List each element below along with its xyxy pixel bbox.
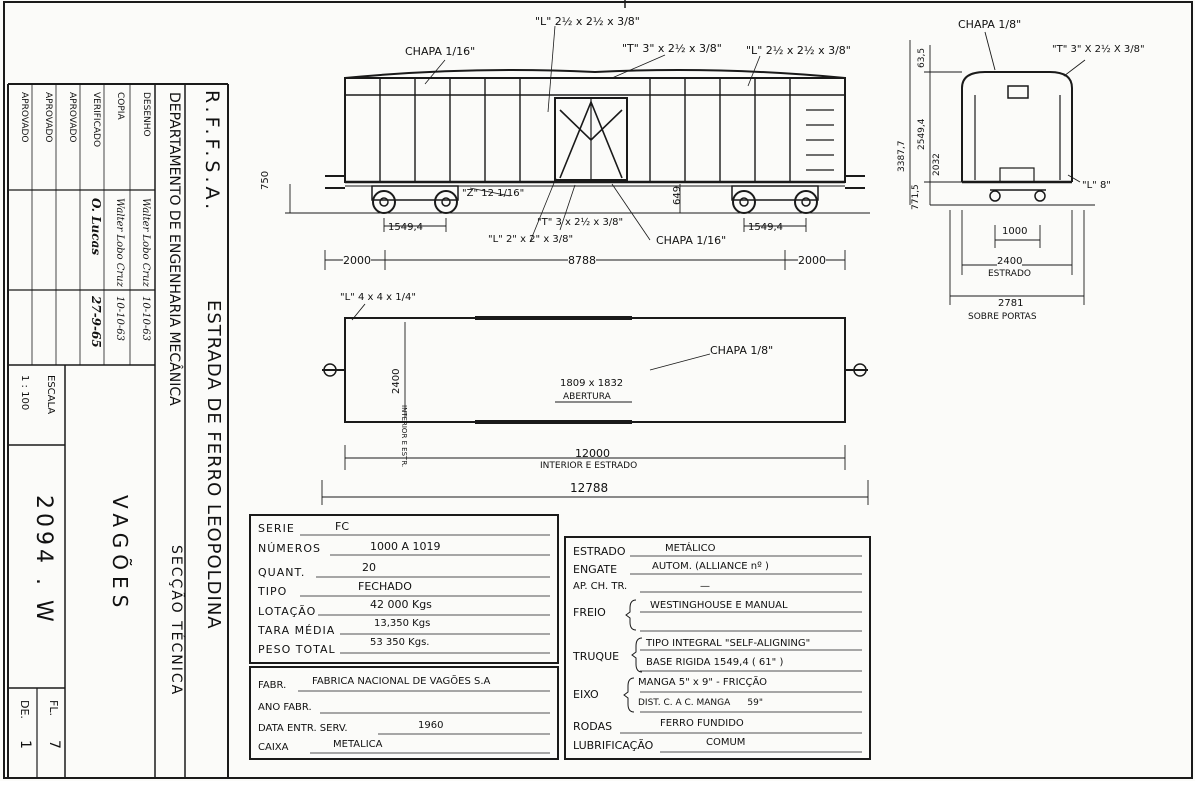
plan-interior-estrado: INTERIOR E ESTRADO bbox=[540, 461, 638, 471]
sheet-label: FL. bbox=[47, 700, 60, 716]
lub-label: LUBRIFICAÇÃO bbox=[573, 739, 654, 752]
role-label: APROVADO bbox=[43, 92, 53, 143]
eixo-dist: DIST. C. A C. MANGA 59" bbox=[638, 698, 764, 708]
plan-dim-12788: 12788 bbox=[570, 481, 609, 495]
spec-label: TIPO bbox=[258, 585, 288, 598]
spec-label: QUANT. bbox=[258, 566, 306, 579]
role-date: 10-10-63 bbox=[140, 296, 151, 341]
dim-right-2000: 2000 bbox=[798, 254, 826, 267]
end-tee-label: "T" 3" X 2½ X 3/8" bbox=[1052, 44, 1145, 55]
spec-value: 42 000 Kgs bbox=[370, 598, 432, 611]
truque-base: BASE RIGIDA 1549,4 ( 61" ) bbox=[646, 657, 784, 668]
plan-dim-12000: 12000 bbox=[575, 447, 610, 460]
sheet-value: 7 bbox=[46, 740, 62, 749]
section-label: SECÇÃO TÉCNICA bbox=[168, 545, 184, 697]
scale-value: 1 : 100 bbox=[19, 375, 30, 411]
fabr-label: CAIXA bbox=[258, 742, 289, 753]
spec-value: FC bbox=[335, 520, 350, 533]
role-date: 10-10-63 bbox=[114, 296, 125, 341]
company-label: R.F.F.S.A. bbox=[201, 90, 223, 214]
side-tee-top-label: "T" 3" x 2½ x 3/8" bbox=[622, 42, 722, 55]
car-floor-plan bbox=[345, 318, 845, 422]
spec-label: SERIE bbox=[258, 522, 295, 535]
side-chapa-bottom-label: CHAPA 1/16" bbox=[656, 234, 727, 247]
spec-value: 20 bbox=[362, 561, 376, 574]
dim-left-2000: 2000 bbox=[343, 254, 371, 267]
role-label: APROVADO bbox=[67, 92, 77, 143]
fabr-value: METALICA bbox=[333, 739, 383, 750]
plan-dim-2400: 2400 bbox=[391, 368, 402, 394]
rodas-value: FERRO FUNDIDO bbox=[660, 718, 744, 729]
side-z-label: "Z" 12 1/16" bbox=[462, 188, 525, 199]
dim-750: 750 bbox=[260, 170, 271, 190]
spec-label: LOTAÇÃO bbox=[258, 605, 317, 618]
role-signature: Walter Lobo Cruz bbox=[114, 198, 125, 287]
side-view bbox=[285, 26, 870, 270]
fabr-label: FABR. bbox=[258, 680, 287, 691]
spec-value: 1000 A 1019 bbox=[370, 540, 441, 553]
dim-bogie-right: 1549,4 bbox=[748, 222, 783, 233]
side-chapa-top-label: CHAPA 1/16" bbox=[405, 45, 476, 58]
subject-label: VAGÕES bbox=[108, 495, 132, 614]
apchtr-label: AP. CH. TR. bbox=[573, 581, 628, 592]
fabr-label: ANO FABR. bbox=[258, 702, 312, 713]
dim-bogie-left: 1549,4 bbox=[388, 222, 423, 233]
department-label: DEPARTAMENTO DE ENGENHARIA MECÂNICA bbox=[166, 92, 182, 406]
engate-label: ENGATE bbox=[573, 563, 618, 576]
role-label: VERIFICADO bbox=[91, 92, 101, 148]
apchtr-value: — bbox=[700, 581, 710, 592]
estrado-value: METÁLICO bbox=[665, 543, 716, 554]
rodas-label: RODAS bbox=[573, 720, 613, 733]
side-angle-bottom-label: "L" 2" x 2" x 3/8" bbox=[488, 234, 574, 245]
dim-771-5: 771,5 bbox=[911, 184, 921, 210]
eixo-manga: MANGA 5" x 9" - FRICÇÃO bbox=[638, 677, 768, 688]
truque-tipo: TIPO INTEGRAL "SELF-ALIGNING" bbox=[646, 638, 811, 649]
dim-3387-7: 3387,7 bbox=[897, 140, 907, 172]
scale-label: ESCALA bbox=[45, 375, 56, 415]
dim-2781: 2781 bbox=[998, 298, 1024, 309]
plan-view bbox=[322, 304, 868, 505]
fabr-value: FABRICA NACIONAL DE VAGÕES S.A bbox=[312, 676, 491, 687]
plan-interior-estr: INTERIOR E ESTR. bbox=[400, 405, 408, 468]
railway-label: ESTRADA DE FERRO LEOPOLDINA bbox=[203, 300, 224, 630]
dim-2400-end: 2400 bbox=[997, 256, 1023, 267]
eixo-label: EIXO bbox=[573, 688, 599, 701]
plan-angle-label: "L" 4 x 4 x 1/4" bbox=[340, 292, 416, 303]
plan-opening-dims: 1809 x 1832 bbox=[560, 378, 624, 389]
role-date: 27-9-65 bbox=[89, 296, 103, 348]
truque-label: TRUQUE bbox=[573, 650, 620, 663]
role-label: APROVADO bbox=[19, 92, 29, 143]
car-body-side bbox=[345, 78, 845, 182]
estrado-label: ESTRADO bbox=[988, 269, 1031, 279]
end-view bbox=[910, 32, 1095, 305]
spec-value: 13,350 Kgs bbox=[374, 618, 431, 629]
plan-chapa-label: CHAPA 1/8" bbox=[710, 344, 774, 357]
spec-label: PESO TOTAL bbox=[258, 643, 336, 656]
bogie-left bbox=[372, 186, 458, 213]
engate-value: AUTOM. (ALLIANCE nº ) bbox=[652, 561, 769, 572]
plan-abertura-label: ABERTURA bbox=[563, 392, 611, 402]
dim-649: 649 bbox=[672, 185, 683, 205]
spec-value: FECHADO bbox=[358, 580, 412, 593]
spec-box-equipment bbox=[565, 537, 870, 759]
dim-1000: 1000 bbox=[1002, 226, 1028, 237]
dim-2549-4: 2549,4 bbox=[917, 118, 927, 150]
role-signature: Walter Lobo Cruz bbox=[140, 198, 151, 287]
spec-box-fabr bbox=[250, 667, 558, 759]
lub-value: COMUM bbox=[706, 737, 746, 748]
end-chapa-label: CHAPA 1/8" bbox=[958, 18, 1022, 31]
fabr-value: 1960 bbox=[418, 720, 444, 731]
role-label: DESENHO bbox=[141, 92, 151, 137]
estrado-label: ESTRADO bbox=[573, 545, 626, 558]
freio-value: WESTINGHOUSE E MANUAL bbox=[650, 600, 788, 611]
spec-box-main bbox=[250, 515, 558, 663]
of-value: 1 bbox=[17, 740, 33, 749]
side-tee-bottom-label: "T" 3 x 2½ x 3/8" bbox=[537, 217, 624, 228]
sobre-portas-label: SOBRE PORTAS bbox=[968, 312, 1037, 322]
spec-value: 53 350 Kgs. bbox=[370, 637, 430, 648]
side-angle-top-left-label: "L" 2½ x 2½ x 3/8" bbox=[535, 15, 640, 28]
freio-label: FREIO bbox=[573, 606, 606, 619]
spec-label: NÚMEROS bbox=[258, 542, 322, 555]
side-angle-top-right-label: "L" 2½ x 2½ x 3/8" bbox=[746, 44, 851, 57]
dim-2032: 2032 bbox=[932, 153, 942, 176]
role-label: COPIA bbox=[115, 92, 125, 120]
dim-center-8788: 8788 bbox=[568, 254, 596, 267]
role-signature: O. Lucas bbox=[89, 198, 103, 256]
drawing-number: 2094 . W bbox=[31, 495, 56, 626]
spec-label: TARA MÉDIA bbox=[258, 624, 336, 637]
fabr-label: DATA ENTR. SERV. bbox=[258, 723, 348, 734]
dim-63-5: 63,5 bbox=[917, 47, 927, 68]
bogie-right bbox=[732, 186, 818, 213]
end-angle-label: "L" 8" bbox=[1082, 180, 1111, 191]
of-label: DE. bbox=[18, 700, 31, 719]
